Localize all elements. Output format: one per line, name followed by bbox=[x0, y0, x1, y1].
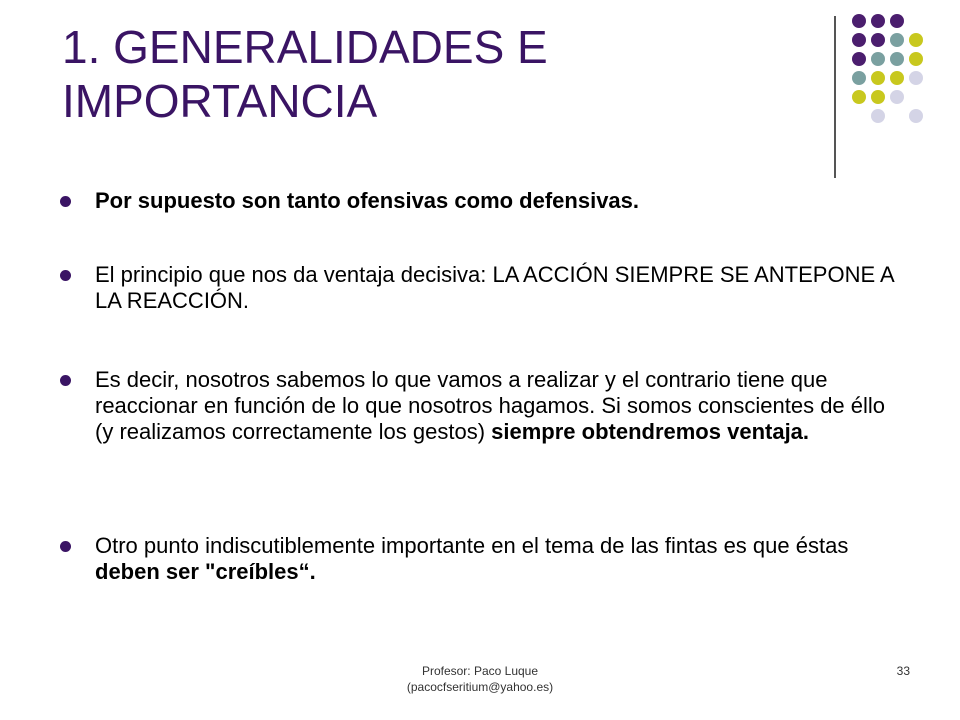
page-number: 33 bbox=[896, 664, 910, 678]
bullet-text bbox=[95, 262, 905, 314]
bullet-text-run: Es decir, nosotros sabemos lo que vamos a realizar y el contrario tiene que reaccionar en función de lo que nosotros hagamos. Si somos conscientes de éllo (y realizamos correctamente los gestos) bbox=[95, 367, 886, 444]
footer-author-name: Profesor: Paco Luque bbox=[421, 664, 539, 678]
footer-author bbox=[380, 663, 580, 695]
bullet-text-bold-run: siempre obtendremos ventaja. bbox=[491, 419, 810, 444]
bullet-dot-icon bbox=[60, 375, 71, 386]
bullet-dot-icon bbox=[60, 270, 71, 281]
bullet-dot-icon bbox=[60, 196, 71, 207]
bullet-text-bold-run: Por supuesto son tanto ofensivas como defensivas. bbox=[95, 188, 640, 213]
bullet-dot-icon bbox=[60, 541, 71, 552]
bullet-text-bold-run: deben ser "creíbles“. bbox=[95, 559, 316, 584]
bullet-text bbox=[95, 533, 905, 585]
bullet-text-run: El principio que nos da ventaja decisiva: LA ACCIÓN SIEMPRE SE ANTEPONE A LA REACCIÓN. bbox=[95, 262, 894, 313]
bullet-text-run: Otro punto indiscutiblemente importante en el tema de las fintas es que éstas bbox=[95, 533, 849, 558]
bullet-text bbox=[95, 188, 905, 214]
bullet-text bbox=[95, 367, 905, 445]
slide-title: 1. GENERALIDADES E IMPORTANCIA bbox=[62, 21, 548, 127]
footer-author-email: (pacocfseritium@yahoo.es) bbox=[406, 680, 554, 694]
